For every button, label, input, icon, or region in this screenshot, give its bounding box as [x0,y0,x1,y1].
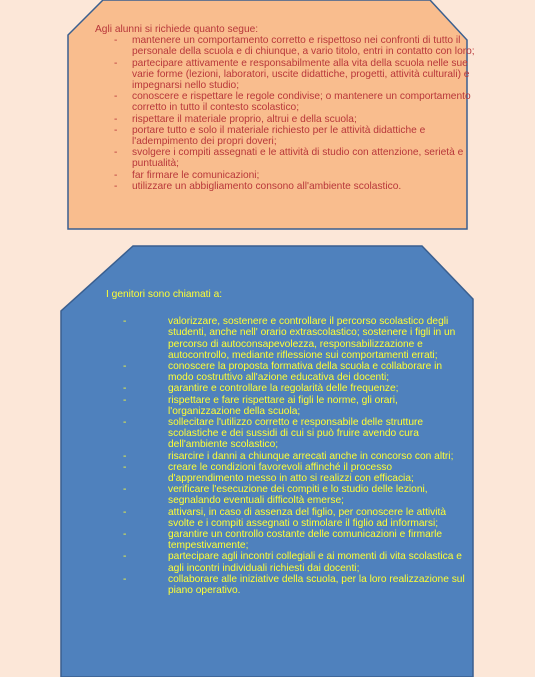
list-item [106,462,466,484]
dash-bullet-icon: - [123,461,127,473]
dash-bullet-icon: - [114,147,118,159]
list-item [106,529,466,551]
list-item-text: verificare l'esecuzione dei compiti e lo studio delle lezioni, segnalando eventuali difficoltà emerse; [168,484,428,507]
parents-duties-list [106,316,466,596]
list-item-text: rispettare e fare rispettare ai figli le norme, gli orari, l'organizzazione della scuola; [168,394,398,417]
dash-bullet-icon: - [114,57,118,69]
students-duties-list [95,35,475,192]
dash-bullet-icon: - [123,551,127,563]
list-item-text: collaborare alle iniziative della scuola, per la loro realizzazione sul piano operativo. [168,573,465,597]
dash-bullet-icon: - [123,573,127,585]
list-item-text: utilizzare un abbigliamento consono all'ambiente scolastico. [132,180,402,192]
list-item [95,91,475,113]
list-item-text: partecipare attivamente e responsabilmente alla vita della scuola nelle sue varie forme (lezioni, laboratori, uscite didattiche, progetti, attività culturali) e impegnarsi nello studio; [132,57,470,92]
dash-bullet-icon: - [123,450,127,462]
list-item [106,574,466,596]
students-duties-section [95,24,475,192]
dash-bullet-icon: - [123,361,127,373]
list-item [95,125,475,147]
dash-bullet-icon: - [123,316,127,328]
dash-bullet-icon: - [114,113,118,125]
dash-bullet-icon: - [114,180,118,192]
list-item-text: creare le condizioni favorevoli affinché il processo d'apprendimento messo in atto si realizzi con efficacia; [168,461,414,485]
list-item-text: far firmare le comunicazioni; [132,169,260,181]
list-item [106,395,466,417]
list-item [106,507,466,529]
list-item-text: rispettare il materiale proprio, altrui e della scuola; [132,113,357,125]
dash-bullet-icon: - [114,169,118,181]
list-item [106,383,466,394]
dash-bullet-icon: - [123,506,127,518]
dash-bullet-icon: - [114,124,118,136]
list-item-text: partecipare agli incontri collegiali e ai momenti di vita scolastica e agli incontri individuali richiesti dai docenti; [168,551,462,574]
list-item-text: svolgere i compiti assegnati e le attività di studio con attenzione, serietà e puntualità; [132,147,464,170]
list-item [106,451,466,462]
dash-bullet-icon: - [114,91,118,103]
list-item [95,147,475,169]
list-item [95,170,475,181]
list-item-text: sollecitare l'utilizzo corretto e responsabile delle strutture scolastiche e dei sussidi di cui si può fruire avendo cura dell'ambiente scolastico; [168,417,424,451]
list-item [106,417,466,451]
dash-bullet-icon: - [123,394,127,406]
dash-bullet-icon: - [123,529,127,541]
parents-intro-text: I genitori sono chiamati a: [106,289,223,300]
list-item [95,35,475,57]
list-item [106,551,466,573]
list-item-text: conoscere la proposta formativa della scuola e collaborare in modo costruttivo all'azione educativa dei docenti; [168,361,443,384]
list-item-text: portare tutto e solo il materiale richiesto per le attività didattiche e l'adempimento dei propri doveri; [132,124,426,148]
dash-bullet-icon: - [123,417,127,429]
list-item [106,316,466,361]
list-item [106,484,466,506]
list-item-text: conoscere e rispettare le regole condivise; o mantenere un comportamento corretto in tutto il contesto scolastico; [132,91,471,114]
dash-bullet-icon: - [114,35,118,47]
list-item-text: mantenere un comportamento corretto e rispettoso nei confronti di tutto il personale della scuola e di chiunque, a vario titolo, entri in contatto con loro; [132,35,475,58]
list-item-text: risarcire i danni a chiunque arrecati anche in concorso con altri; [168,450,454,462]
dash-bullet-icon: - [123,484,127,496]
dash-bullet-icon: - [123,383,127,395]
list-item-text: garantire un controllo costante delle comunicazioni e firmarle tempestivamente; [168,529,443,552]
list-item-text: garantire e controllare la regolarità delle frequenze; [168,383,399,395]
list-item [95,58,475,92]
parents-duties-section [106,289,466,596]
list-item [95,181,475,192]
list-item [106,361,466,383]
list-item-text: attivarsi, in caso di assenza del figlio, per conoscere le attività svolte e i compiti assegnati o stimolare il figlio ad informarsi; [168,506,447,529]
list-item-text: valorizzare, sostenere e controllare il percorso scolastico degli studenti, anche nell' orario extrascolastico; sostenere i figli in un percorso di autoconsapevolezza, responsabilizzazione e autocontrollo, mediante riflessione sui comportamenti errati; [168,316,456,361]
students-intro-text: Agli alunni si richiede quanto segue: [95,24,259,35]
list-item [95,114,475,125]
